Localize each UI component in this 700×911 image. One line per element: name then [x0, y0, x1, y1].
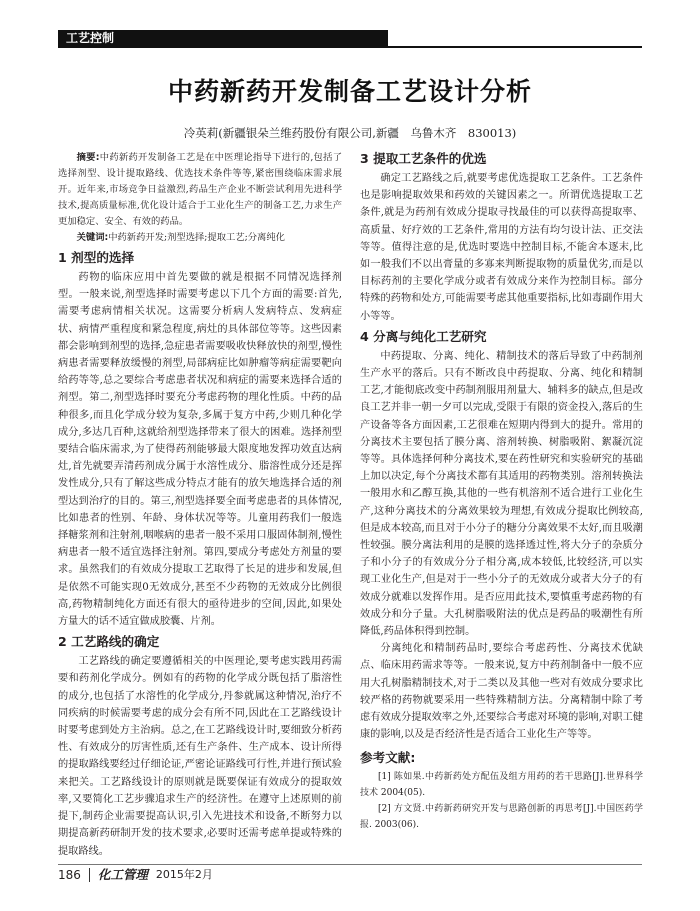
- article-title: 中药新药开发制备工艺设计分析: [167, 77, 532, 106]
- header-rule: [58, 46, 642, 48]
- journal-name: 化工管理: [97, 867, 148, 882]
- right-column: [360, 150, 643, 833]
- abstract: [58, 150, 342, 230]
- section-heading: 4 分离与纯化工艺研究: [360, 328, 487, 344]
- page-footer: [58, 866, 213, 884]
- section-heading: 3 提取工艺条件的优选: [360, 151, 487, 166]
- keywords-text: 中药新药开发;剂型选择;提取工艺;分离纯化: [108, 232, 285, 243]
- section-tag: 工艺控制: [58, 30, 388, 46]
- footer-divider: [89, 868, 90, 882]
- reference-item: [2] 方文贤.中药新药研究开发与思路创新的再思考[J].中国医药学报. 2003(06).: [360, 803, 643, 830]
- keywords: [58, 230, 342, 246]
- section-heading: 1 剂型的选择: [58, 250, 135, 265]
- page-number: 186: [58, 868, 81, 882]
- section-paragraph: 确定工艺路线之后,就要考虑优选提取工艺条件。工艺条件也是影响提取效果和药效的关键因素之一。所谓优选提取工艺条件,就是为药剂有效成分提取寻找最佳的可以获得高提取率、高质量、好疗效的工艺条件,常用的方法有均匀设计法、正交法等等。值得注意的是,优选时要选中控制目标,不能舍本逐末,比如一般我们不以出膏量的多寡来判断提取物的质量优劣,而是以目标药剂的主要化学成分或者有效成分来作为控制目标。部分特殊的药物和处方,可能需要考虑其他重要指标,比如毒副作用大小等等。: [360, 173, 643, 322]
- abstract-text: 中药新药开发制备工艺是在中医理论指导下进行的,包括了选择剂型、设计提取路线、优选技术条件等等,紧密围绕临床需求展开。近年来,市场竞争日益激烈,药品生产企业不断尝试利用先进科学技术,提高质量标准,优化设计适合于工业化生产的制备工艺,力求生产更加稳定、安全、有效的药品。: [58, 152, 342, 227]
- references-heading: 参考文献:: [360, 749, 416, 765]
- section-paragraph: 药物的临床应用中首先要做的就是根据不同情况选择剂型。一般来说,剂型选择时需要考虑以下几个方面的需要:首先,需要考虑病情相关状况。这需要分析病人发病特点、发病症状、病情严重程度和紧急程度,病灶的具体部位等等。这些因素都会影响到剂型的选择,急症患者需要吸收快释放快的剂型,慢性病患者需要释放缓慢的剂型,局部病症比如肿瘤等病症需要靶向给药等等,总之要综合考虑患者状况和病症的需要来选择合适的剂型。第二,剂型选择时要充分考虑药物的理化性质。中药的品种很多,而且化学成分较为复杂,多属于复方中药,少则几种化学成分,多达几百种,这就给剂型选择带来了很大的困难。选择剂型要结合临床需求,为了使得药剂能够最大限度地发挥功效直达病灶,首先就要弄清药剂成分属于水溶性成分、脂溶性成分还是挥发性成分,只有了解这些成分特点才能有的放矢地选择合适的剂型达到治疗的目的。第三,剂型选择要全面考虑患者的具体情况,比如患者的性别、年龄、身体状况等等。儿童用药我们一般选择糖浆剂和注射剂,咽喉病的患者一般不采用口服固体制剂,慢性病患者一般不适宜选择注射剂。第四,要成分考虑处方剂量的要求。虽然我们的有效成分提取工艺取得了长足的进步和发展,但是依然不可能实现0无效成分,甚至不少药物的无效成分比例很高,药物精制纯化方面还有很大的亟待进步的空间,因此,如果处方量大的话不适宜做成胶囊、片剂。: [58, 272, 342, 628]
- left-column: [58, 150, 342, 860]
- author-line: 冷英莉(新疆银朵兰维药股份有限公司,新疆 乌鲁木齐 830013): [183, 126, 517, 140]
- section-paragraph: 中药提取、分离、纯化、精制技术的落后导致了中药制剂生产水平的落后。只有不断改良中药提取、分离、纯化和精制工艺,才能彻底改变中药制剂服用剂量大、辅料多的缺点,但是改良工艺并非一朝一夕可以完成,受限于有限的资金投入,落后的生产设备等各方面因素,工艺很难在短期内得到大的提升。常用的分离技术主要包括了膜分离、溶剂转换、树脂吸附、絮凝沉淀等等。具体选择何种分离技术,要在药性研究和实验研究的基础上加以决定,每个分离技术都有其适用的药物类别。溶剂转换法一般用水和乙醇互换,其他的一些有机溶剂不适合进行工业化生产,这种分离技术的分离效果较为理想,有效成分提取比例较高,但是成本较高,而且对于小分子的糖分分离效果不太好,而且吸潮性较强。膜分离法利用的是膜的选择透过性,将大分子的杂质分子和小分子的有效成分分子相分离,成本较低,比较经济,可以实现工业化生产,但是对于一些小分子的无效成分或者大分子的有效成分就难以发挥作用。是否应用此技术,要慎重考虑药物的有效成分和分子量。大孔树脂吸附法的优点是药品的吸潮性有所降低,药品体积得到控制。: [360, 350, 643, 638]
- issue-date: 2015年2月: [155, 868, 213, 881]
- keywords-label: 关键词:: [76, 232, 109, 243]
- abstract-label: 摘要:: [76, 152, 100, 163]
- reference-item: [1] 陈如果.中药新药处方配伍及组方用药的若干思路[J].世界科学技术 2004(05).: [360, 771, 643, 798]
- footer-rule: [58, 864, 642, 865]
- section-paragraph: 分离纯化和精制药品时,要综合考虑药性、分离技术优缺点、临床用药需求等等。一般来说,复方中药剂制备中一般不应用大孔树脂精制技术,对于二类以及其他一些对有效成分要求比较严格的药物就要采用一些特殊精制方法。分离精制中除了考虑有效成分提取效率之外,还要综合考虑对环境的影响,对职工健康的影响,以及是否经济性是否适合工业化生产等等。: [360, 643, 643, 741]
- section-heading: 2 工艺路线的确定: [58, 634, 160, 650]
- section-paragraph: 工艺路线的确定要遵循相关的中医理论,要考虑实践用药需要和药剂化学成分。例如有的药物的化学成分既包括了脂溶性的成分,也包括了水溶性的化学成分,丹参就属这种情况,治疗不同疾病的时候需要考虑的成分会有所不同,因此在工艺路线设计时要考虑到处方主治病。总之,在工艺路线设计时,要细致分析药性、有效成分的厉害性质,还有生产条件、生产成本、设计所得的提取路线要经过仔细论证,严密论证路线可行性,并进行预试验来把关。工艺路线设计的原则就是既要保证有效成分的提取效率,又要简化工艺步骤追求生产的经济性。在遵守上述原则的前提下,制药企业需要提高认识,引入先进技术和设备,不断努力以期提高新药研制开发的技术要求,必要时还需考虑单提或特殊的提取路线。: [58, 656, 342, 857]
